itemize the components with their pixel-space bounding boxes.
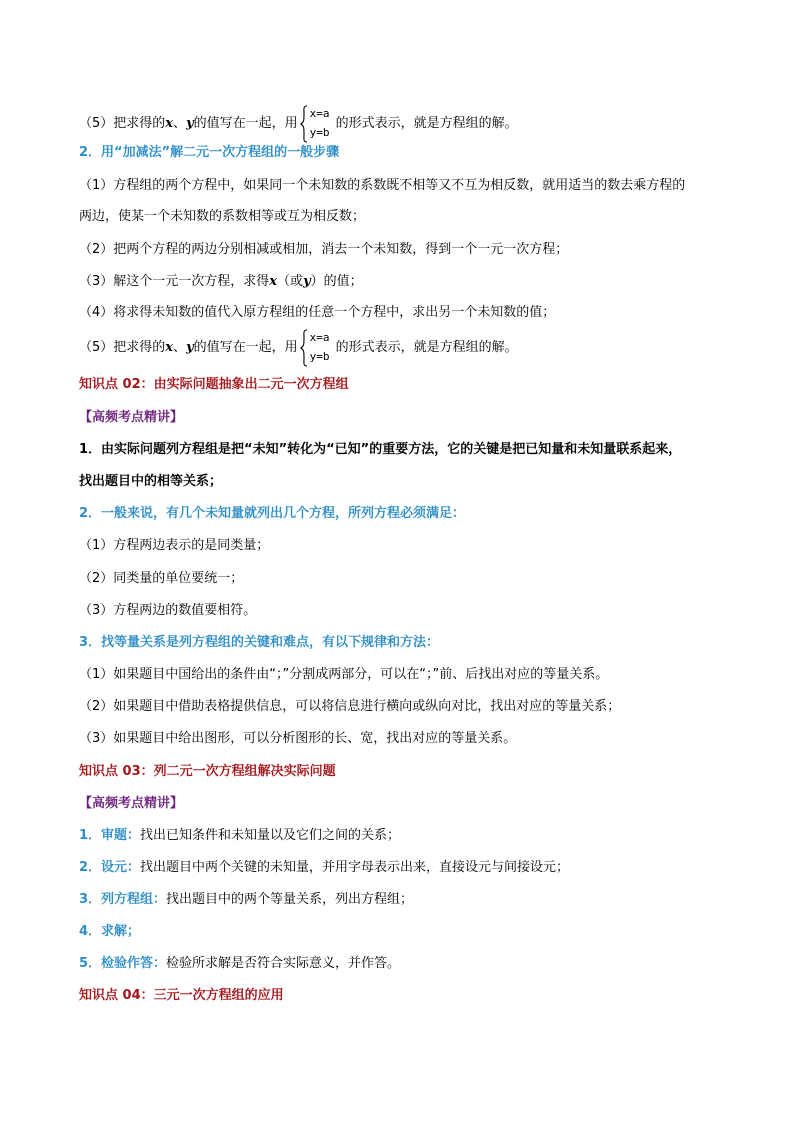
- kp03-heading: 知识点 03：列二元一次方程组解决实际问题: [79, 764, 336, 779]
- kp03-step1: [79, 826, 400, 846]
- kp02-subheading: 【高频考点精讲】: [79, 410, 184, 425]
- step5-line-a: [79, 104, 518, 144]
- step-label: 2．设元：: [79, 860, 141, 875]
- step1-line2: 两边，使某一个未知数的系数相等或互为相反数；: [79, 209, 366, 224]
- kp02-p3-item3: （3）如果题目中给出图形，可以分析图形的长、宽，找出对应的等量关系。: [79, 731, 517, 746]
- var-y: y: [186, 340, 194, 355]
- equation-2: y=b: [309, 349, 330, 363]
- step5-line-b: [79, 328, 518, 368]
- kp02-p1-line1: 1．由实际问题列方程组是把“未知”转化为“已知”的重要方法，它的关键是把已知量和未知量联系起来，: [79, 442, 682, 457]
- step-label: 5．检验作答：: [79, 956, 167, 971]
- equation-1: x=a: [309, 330, 330, 344]
- step5-text-c: 的形式表示，就是方程组的解。: [335, 340, 518, 355]
- kp03-step4: [79, 922, 140, 942]
- kp03-subheading: 【高频考点精讲】: [79, 796, 184, 811]
- step4: （4）将求得未知数的值代入原方程组的任意一个方程中，求出另一个未知数的值；: [79, 305, 556, 320]
- step3-text-a: （3）解这个一元一次方程，求得: [79, 274, 270, 289]
- left-brace-icon: [300, 105, 308, 143]
- step-text: 检验所求解是否符合实际意义，并作答。: [166, 956, 401, 971]
- var-x: x: [165, 340, 174, 355]
- step5-text-b: 的值写在一起，用: [193, 116, 298, 131]
- kp02-heading: 知识点 02：由实际问题抽象出二元一次方程组: [79, 377, 349, 392]
- kp02-p3-item1: （1）如果题目中国给出的条件由“；”分割成两部分，可以在“；”前、后找出对应的等量关系。: [79, 667, 609, 682]
- step-text: 找出已知条件和未知量以及它们之间的关系；: [140, 828, 401, 843]
- kp04-heading: 知识点 04：三元一次方程组的应用: [79, 988, 284, 1003]
- equation-system: [300, 329, 334, 367]
- step5-text-a: （5）把求得的: [79, 340, 166, 355]
- step2: （2）把两个方程的两边分别相减或相加，消去一个未知数，得到一个一元一次方程；: [79, 242, 569, 257]
- step3: [79, 272, 363, 292]
- var-y: y: [303, 274, 311, 289]
- step-text: 找出题目中的两个等量关系，列出方程组；: [166, 892, 414, 907]
- step3-text-b: （或: [277, 274, 304, 289]
- equation-system: [300, 105, 334, 143]
- step-label: 4．求解；: [79, 924, 141, 939]
- left-brace-icon: [300, 329, 308, 367]
- step5-text-c: 的形式表示，就是方程组的解。: [335, 116, 518, 131]
- section-heading-addsub: 2．用“加减法”解二元一次方程组的一般步骤: [79, 145, 340, 160]
- kp02-p2-item3: （3）方程两边的数值要相符。: [79, 603, 257, 618]
- kp03-step5: [79, 954, 400, 974]
- separator: 、: [173, 116, 187, 131]
- equation-2: y=b: [309, 125, 330, 139]
- var-x: x: [269, 274, 278, 289]
- var-x: x: [165, 116, 174, 131]
- kp02-p1-line2: 找出题目中的相等关系；: [79, 474, 223, 489]
- kp02-p3-item2: （2）如果题目中借助表格提供信息，可以将信息进行横向或纵向对比，找出对应的等量关系；: [79, 699, 621, 714]
- step-label: 1．审题：: [79, 828, 141, 843]
- kp03-step2: [79, 858, 569, 878]
- kp02-p2-item2: （2）同类量的单位要统一；: [79, 571, 244, 586]
- equation-1: x=a: [309, 106, 330, 120]
- kp02-p2-item1: （1）方程两边表示的是同类量；: [79, 538, 270, 553]
- step-label: 3．列方程组：: [79, 892, 167, 907]
- step3-text-c: ）的值；: [310, 274, 363, 289]
- kp02-p2: 2．一般来说，有几个未知量就列出几个方程，所列方程必须满足：: [79, 506, 466, 521]
- step5-text-a: （5）把求得的: [79, 116, 166, 131]
- var-y: y: [186, 116, 194, 131]
- kp02-p3: 3．找等量关系是列方程组的关键和难点，有以下规律和方法：: [79, 635, 440, 650]
- step1-line1: （1）方程组的两个方程中，如果同一个未知数的系数既不相等又不互为相反数，就用适当的数去乘方程的: [79, 178, 686, 193]
- step5-text-b: 的值写在一起，用: [193, 340, 298, 355]
- separator: 、: [173, 340, 187, 355]
- step-text: 找出题目中两个关键的未知量，并用字母表示出来，直接设元与间接设元；: [140, 860, 570, 875]
- kp03-step3: [79, 890, 413, 910]
